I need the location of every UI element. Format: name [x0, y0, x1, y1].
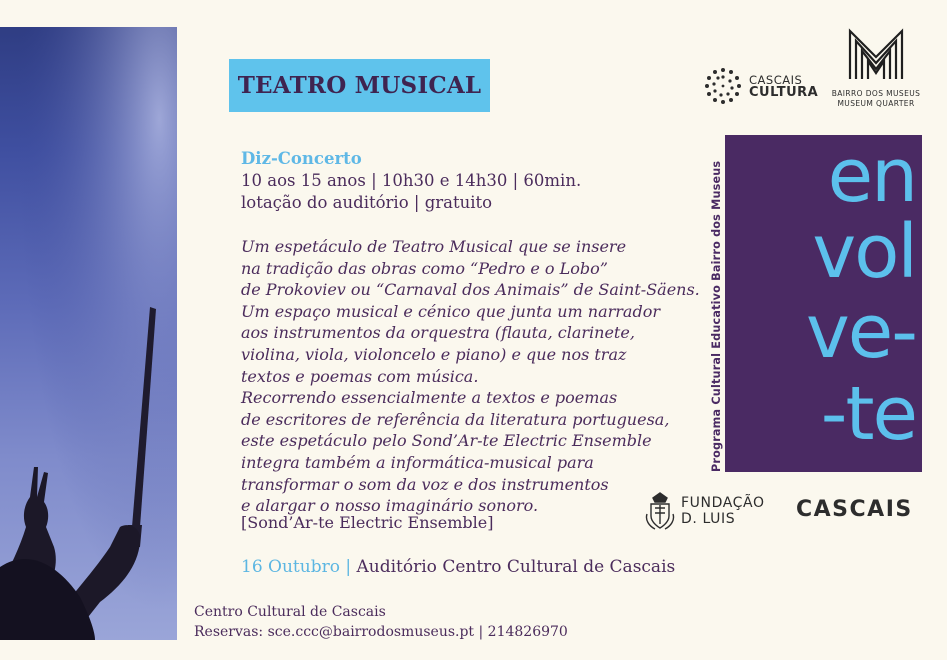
- description-line: aos instrumentos da orquestra (flauta, clarinete,: [241, 323, 635, 343]
- cascais-cultura-line1: CASCAIS: [749, 72, 803, 87]
- page-title: TEATRO MUSICAL: [237, 72, 482, 99]
- envolvete-word-4: -te: [820, 371, 916, 457]
- envolvete-word-1: en: [827, 135, 916, 219]
- event-description: [241, 236, 700, 517]
- footer-reservations[interactable]: Reservas: sce.ccc@bairrodosmuseus.pt | 214826970: [194, 624, 568, 640]
- cascais-logo: CASCAIS: [796, 497, 913, 522]
- description-line: Um espaço musical e cénico que junta um narrador: [241, 301, 660, 321]
- description-line: violina, viola, violoncelo e piano) e que nos traz: [241, 344, 627, 364]
- event-subtitle: Diz-Concerto: [241, 149, 362, 168]
- cascais-cultura-logo: [703, 66, 818, 106]
- bdm-line2: MUSEUM QUARTER: [837, 99, 915, 108]
- date-separator: |: [345, 557, 352, 577]
- crest-icon: [645, 490, 675, 532]
- bairro-dos-museus-logo: [826, 27, 926, 109]
- description-line: Um espetáculo de Teatro Musical que se insere: [241, 237, 627, 256]
- description-line: transformar o som da voz e dos instrumentos: [241, 474, 609, 494]
- event-date-venue: [241, 557, 675, 577]
- bdm-line1: BAIRRO DOS MUSEUS: [831, 89, 921, 98]
- description-line: este espetáculo pelo Sond’Ar-te Electric Ensemble: [241, 431, 652, 451]
- programa-vertical-text: Programa Cultural Educativo Bairro dos Museus: [710, 160, 723, 472]
- event-date: 16 Outubro: [241, 557, 340, 577]
- description-line: textos e poemas com música.: [241, 366, 479, 386]
- fundacao-line2: D. LUIS: [681, 511, 736, 527]
- fundacao-d-luis-logo: [645, 490, 765, 532]
- m-mark-icon: [846, 27, 906, 81]
- envolvete-word-3: ve-: [805, 289, 916, 375]
- description-line: de Prokoviev ou “Carnaval dos Animais” de Saint-Säens.: [241, 280, 700, 300]
- description-line: Recorrendo essencialmente a textos e poemas: [241, 388, 618, 408]
- concert-photo: [0, 27, 177, 640]
- event-capacity: lotação do auditório | gratuito: [241, 193, 493, 212]
- description-line: na tradição das obras como “Pedro e o Lobo”: [241, 258, 608, 278]
- title-banner: [229, 59, 490, 112]
- description-line: integra também a informática-musical para: [241, 452, 594, 472]
- event-venue: Auditório Centro Cultural de Cascais: [356, 557, 676, 577]
- fundacao-line1: FUNDAÇÃO: [681, 495, 765, 511]
- ensemble-name: [Sond’Ar-te Electric Ensemble]: [241, 513, 494, 532]
- envolvete-block: [725, 135, 922, 472]
- dots-circle-icon: [703, 66, 743, 106]
- description-line: de escritores de referência da literatura portuguesa,: [241, 409, 670, 429]
- envolvete-word-2: vol: [812, 209, 916, 295]
- musician-silhouette: [0, 27, 177, 640]
- cascais-cultura-line2: CULTURA: [749, 84, 819, 100]
- event-details: 10 aos 15 anos | 10h30 e 14h30 | 60min.: [241, 171, 582, 190]
- footer-venue: Centro Cultural de Cascais: [194, 604, 386, 620]
- description-line: e alargar o nosso imaginário sonoro.: [241, 496, 539, 516]
